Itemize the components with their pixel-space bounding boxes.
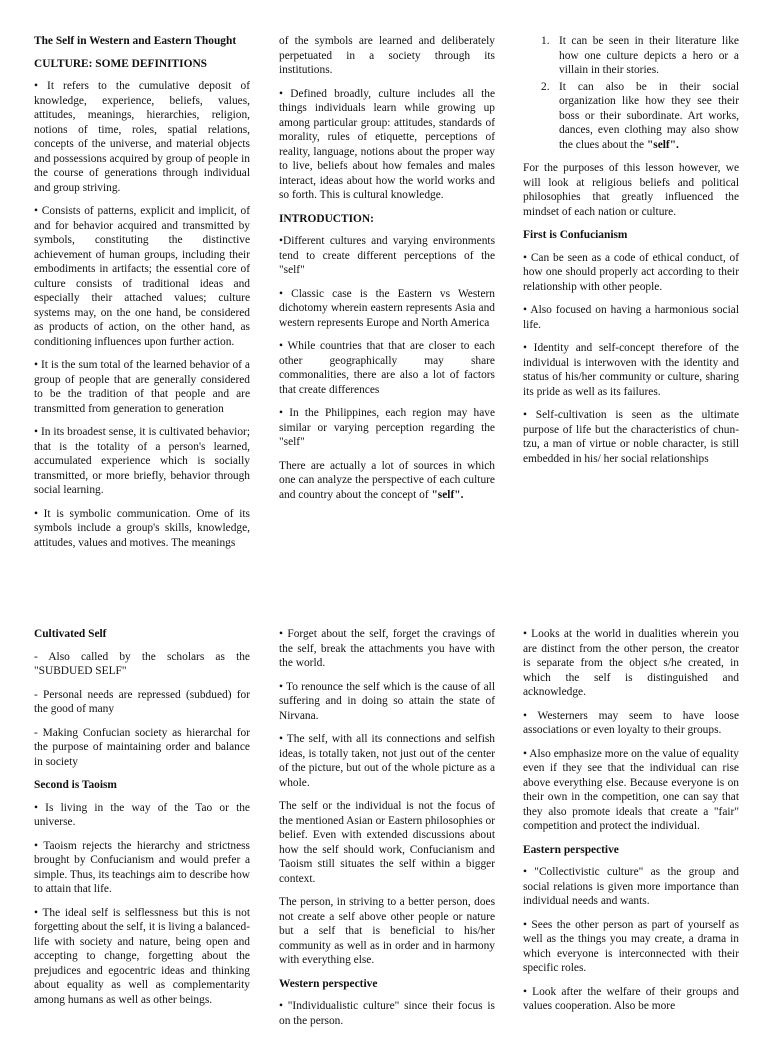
paragraph: • While countries that that are closer to each other geographically may share commonalities, there are also a lot of factors that create differences <box>279 340 495 396</box>
paragraph: • In its broadest sense, it is cultivated behavior; that is the totality of a person's learned, accumulated experience which is socially transmitted, or more briefly, behavior through social learning. <box>34 426 250 496</box>
paragraph: • Taoism rejects the hierarchy and strictness brought by Confucianism and would prefer a simple. Thus, its teachings aim to describe how to attain that life. <box>34 839 250 895</box>
section-heading-cultivated-self: Cultivated Self <box>34 628 107 640</box>
section-heading-western-perspective: Western perspective <box>279 977 378 990</box>
page2-column-3 <box>523 627 739 1023</box>
paragraph: - Making Confucian society as hierarchal for the purpose of maintaining order and balance in society <box>34 726 250 768</box>
paragraph-text: There are actually a lot of sources in which one can analyze the perspective of each culture and country about the concept of <box>279 459 495 501</box>
section-heading-confucianism: First is Confucianism <box>523 229 628 241</box>
paragraph: • Defined broadly, culture includes all the things individuals learn while growing up among particular group: attitudes, standards of morality, rules of etiquette, perceptions of reality, language, notions about the proper way to live, beliefs about how females and males interact, ideas about how the world works and so forth. This is cultural knowledge. <box>279 87 495 201</box>
paragraph: • Identity and self-concept therefore of the individual is interwoven with the identity and status of his/her community or culture, sharing its pride as well as its failures. <box>523 342 739 398</box>
paragraph: • Sees the other person as part of yourself as well as the things you may create, a drama in which everyone is interconnected with their specific roles. <box>523 918 739 974</box>
paragraph: - Also called by the scholars as the "SUBDUED SELF" <box>34 650 250 677</box>
page1-column-3 <box>523 34 739 475</box>
item-text: It can be seen in their literature like how one culture depicts a hero or a villain in their stories. <box>559 35 739 76</box>
paragraph <box>279 459 495 503</box>
paragraph: • "Individualistic culture" since their focus is on the person. <box>279 1000 495 1027</box>
emphasis-text: "self". <box>431 488 464 501</box>
paragraph: • Consists of patterns, explicit and implicit, of and for behavior acquired and transmitted by symbols, constituting the distinctive achievement of human groups, including their embodiments in artifacts; the essential core of culture consists of traditional ideas and especially their attached values; culture systems may, on the one hand, be considered as products of action, on the other hand, as conditioning influences upon further action. <box>34 205 250 348</box>
section-heading-culture: CULTURE: SOME DEFINITIONS <box>34 57 208 70</box>
emphasis-text: "self". <box>646 138 679 151</box>
paragraph: • It refers to the cumulative deposit of knowledge, experience, beliefs, values, attitudes, meanings, hierarchies, religion, notions of time, roles, spatial relations, concepts of the universe, and material objects and possessions acquired by group of people in the course of generations through individual and group striving. <box>34 80 250 194</box>
paragraph: • Can be seen as a code of ethical conduct, of how one should properly act according to their relationship with other people. <box>523 251 739 293</box>
paragraph: • Also focused on having a harmonious social life. <box>523 304 739 331</box>
paragraph: • It is the sum total of the learned behavior of a group of people that are generally considered to be the tradition of that people and are transmitted from generation to generation <box>34 359 250 415</box>
paragraph: • "Collectivistic culture" as the group and social relations is given more importance than individual needs and wants. <box>523 866 739 907</box>
paragraph: • The ideal self is selflessness but this is not forgetting about the self, it is living a balanced-life with society and nature, being open and accepting to change, forgetting about the prejudices and egocentric ideas and thinking about equality as well as complementarity among humans as well as other beings. <box>34 906 250 1006</box>
section-heading-taoism: Second is Taoism <box>34 779 117 791</box>
paragraph: The self or the individual is not the focus of the mentioned Asian or Eastern philosophies or belief. Even with extended discussions about how the self should work, Confucianism and Taoism still situates the self within a bigger context. <box>279 800 495 885</box>
paragraph: • Also emphasize more on the value of equality even if they see that the individual can rise above everything else. Because everyone is on their own in the competition, one can say that they also promote ideals that create a "fair" competition and protect the individual. <box>523 747 739 832</box>
page1-column-1 <box>34 34 250 559</box>
numbered-item <box>523 80 739 153</box>
paragraph: • Westerners may seem to have loose associations or even loyalty to their groups. <box>523 709 739 736</box>
page2-column-2 <box>279 627 495 1037</box>
item-text: It can also be in their social organization like how they see their boss or their subordinate. Art works, dances, even clothing may also show the clues about the <box>559 80 739 151</box>
section-heading-introduction: INTRODUCTION: <box>279 212 374 225</box>
item-number: 1. <box>541 35 550 47</box>
paragraph: • Looks at the world in dualities wherein you are distinct from the other person, the creator is separate from the object s/he created, in which the self is distinguished and acknowledge. <box>523 628 739 698</box>
page2-column-1 <box>34 627 250 1016</box>
paragraph: of the symbols are learned and deliberately perpetuated in a society through its institutions. <box>279 35 495 76</box>
paragraph: - Personal needs are repressed (subdued) for the good of many <box>34 688 250 715</box>
paragraph: • It is symbolic communication. Ome of its symbols include a group's skills, knowledge, attitudes, values and motives. The meanings <box>34 507 250 549</box>
paragraph: • Self-cultivation is seen as the ultimate purpose of life but the characteristics of chun-tzu, a man of virtue or noble character, is still embedded in his/ her social relationships <box>523 409 739 465</box>
paragraph: • Is living in the way of the Tao or the universe. <box>34 801 250 828</box>
paragraph: • To renounce the self which is the cause of all suffering and in doing so attain the state of Nirvana. <box>279 680 495 722</box>
paragraph: • In the Philippines, each region may have similar or varying perception regarding the "self" <box>279 407 495 448</box>
paragraph: • Look after the welfare of their groups and values cooperation. Also be more <box>523 985 739 1012</box>
item-number: 2. <box>541 80 550 93</box>
paragraph: •Different cultures and varying environments tend to create different perceptions of the "self" <box>279 235 495 276</box>
paragraph: • Classic case is the Eastern vs Western dichotomy wherein eastern represents Asia and western represents Europe and North America <box>279 287 495 329</box>
paragraph: • The self, with all its connections and selfish ideas, is totally taken, not just out of the center of the picture, but out of the whole picture as a whole. <box>279 733 495 789</box>
page1-column-2 <box>279 34 495 511</box>
numbered-item <box>523 34 739 78</box>
paragraph: For the purposes of this lesson however, we will look at religious beliefs and political philosophies that greatly influenced the mindset of each nation or culture. <box>523 162 739 218</box>
paragraph: The person, in striving to a better person, does not create a self above other people or nature but a self that is beneficial to his/her community as well as in order and in harmony with everything else. <box>279 896 495 966</box>
paragraph: • Forget about the self, forget the cravings of the self, break the attachments you have with the world. <box>279 628 495 669</box>
section-heading-eastern-perspective: Eastern perspective <box>523 843 619 856</box>
document-title: The Self in Western and Eastern Thought <box>34 35 237 47</box>
